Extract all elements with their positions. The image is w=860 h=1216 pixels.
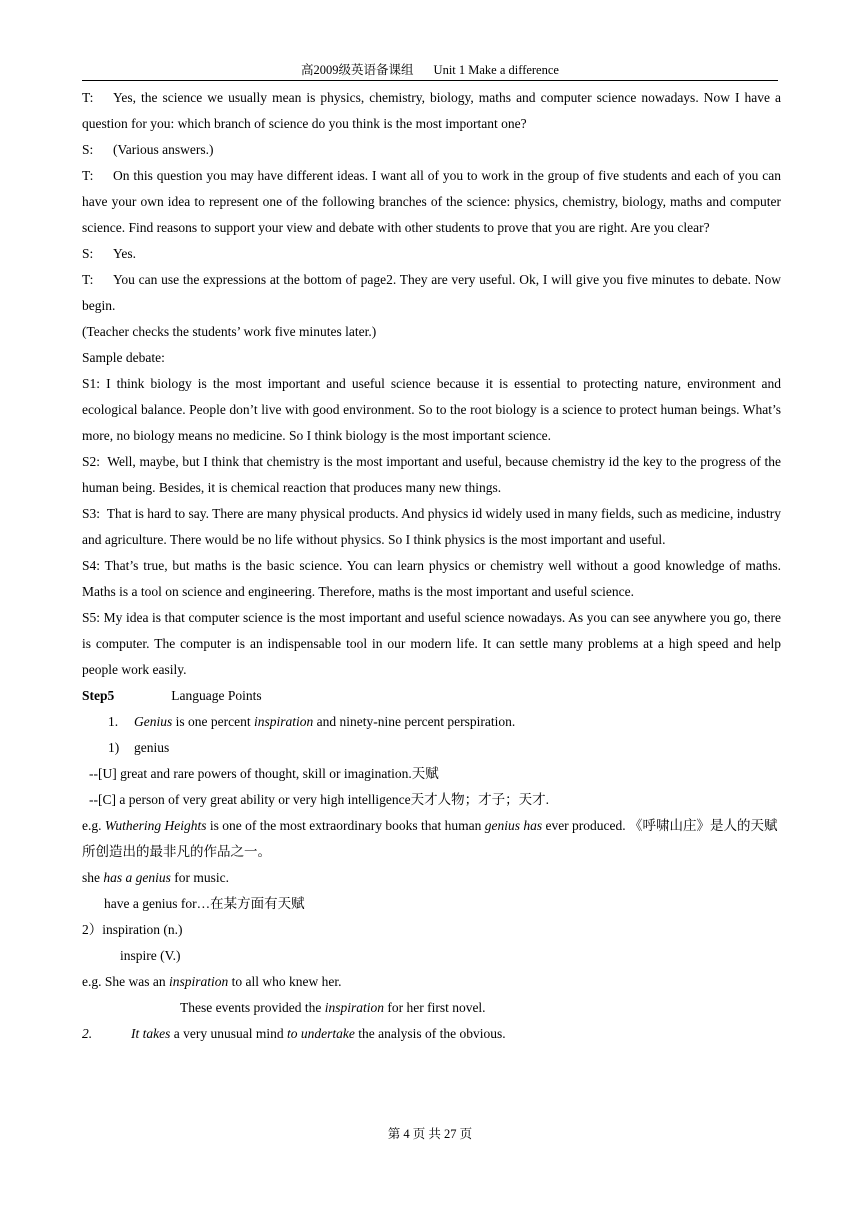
definition-countable: --[C] a person of very great ability or very high intelligence天才人物；才子；天才. xyxy=(89,792,550,807)
step-title: Language Points xyxy=(171,688,262,703)
debate-s2: S2: Well, maybe, but I think that chemistry is the most important and useful, because chemistry id the key to the progress of the human being. Besides, it is chemical reaction that produces many new things. xyxy=(82,454,781,495)
sub-point-genius: 1) genius xyxy=(108,740,170,755)
debate-s5: S5: My idea is that computer science is the most important and useful science nowadays. As you can see anywhere you go, there is computer. The computer is an indispensable tool in our modern life. It can settle many problems at a high speed and help people work easily. xyxy=(82,610,781,677)
page-footer: 第 4 页 共 27 页 xyxy=(387,1127,473,1141)
dialogue-line-4: S: Yes. xyxy=(82,246,137,261)
example-music: she has a genius for music. xyxy=(82,870,229,885)
example-wuthering-heights: e.g. Wuthering Heights is one of the most extraordinary books that human genius has ever produced. 《呼啸山庄》是人的天赋所创造出的最非凡的作品之一。 xyxy=(82,818,778,859)
sample-debate-title: Sample debate: xyxy=(82,350,165,365)
phrase-have-a-genius: have a genius for…在某方面有天赋 xyxy=(104,896,305,911)
dialogue-line-1: T: Yes, the science we usually mean is physics, chemistry, biology, maths and computer science nowadays. Now I have a question for you: which branch of science do you think is the most important one? xyxy=(82,90,781,131)
page-content xyxy=(82,85,781,1047)
definition-uncountable: --[U] great and rare powers of thought, skill or imagination.天赋 xyxy=(89,766,439,781)
step-label: Step5 xyxy=(82,688,115,703)
sub-point-inspiration: 2）inspiration (n.) xyxy=(82,922,183,937)
word-inspire: inspire (V.) xyxy=(120,948,181,963)
example-inspiration-1: e.g. She was an inspiration to all who knew her. xyxy=(82,974,342,989)
header-rule xyxy=(82,80,778,81)
page-header xyxy=(82,62,778,78)
header-course: 高2009级英语备课组 xyxy=(301,63,414,77)
debate-s4: S4: That’s true, but maths is the basic science. You can learn physics or chemistry well without a good knowledge of maths. Maths is a tool on science and engineering. Therefore, maths is the most important and useful science. xyxy=(82,558,781,599)
dialogue-line-2: S: (Various answers.) xyxy=(82,142,214,157)
language-point-1: 1. Genius is one percent inspiration and ninety-nine percent perspiration. xyxy=(108,714,516,729)
debate-s1: S1: I think biology is the most important and useful science because it is essential to protecting nature, environment and ecological balance. People don’t live with good environment. So to the root biology is a science to protect human beings. What’s more, no biology means no medicine. So I think biology is the most important science. xyxy=(82,376,781,443)
dialogue-line-3: T: On this question you may have different ideas. I want all of you to work in the group of five students and each of you can have your own idea to represent one of the following branches of the science: physics, chemistry, biology, maths and computer science. Find reasons to support your view and debate with other students to prove that you are right. Are you clear? xyxy=(82,168,781,235)
teacher-note: (Teacher checks the students’ work five minutes later.) xyxy=(82,324,377,339)
header-unit: Unit 1 Make a difference xyxy=(433,63,559,77)
language-point-2: 2. It takes a very unusual mind to undertake the analysis of the obvious. xyxy=(82,1026,506,1041)
debate-s3: S3: That is hard to say. There are many physical products. And physics id widely used in many fields, such as medicine, industry and agriculture. There would be no life without physics. So I think physics is the most important and useful. xyxy=(82,506,781,547)
example-inspiration-2: These events provided the inspiration for her first novel. xyxy=(180,1000,486,1015)
dialogue-line-5: T: You can use the expressions at the bottom of page2. They are very useful. Ok, I will give you five minutes to debate. Now begin. xyxy=(82,272,781,313)
step-heading xyxy=(82,683,781,709)
